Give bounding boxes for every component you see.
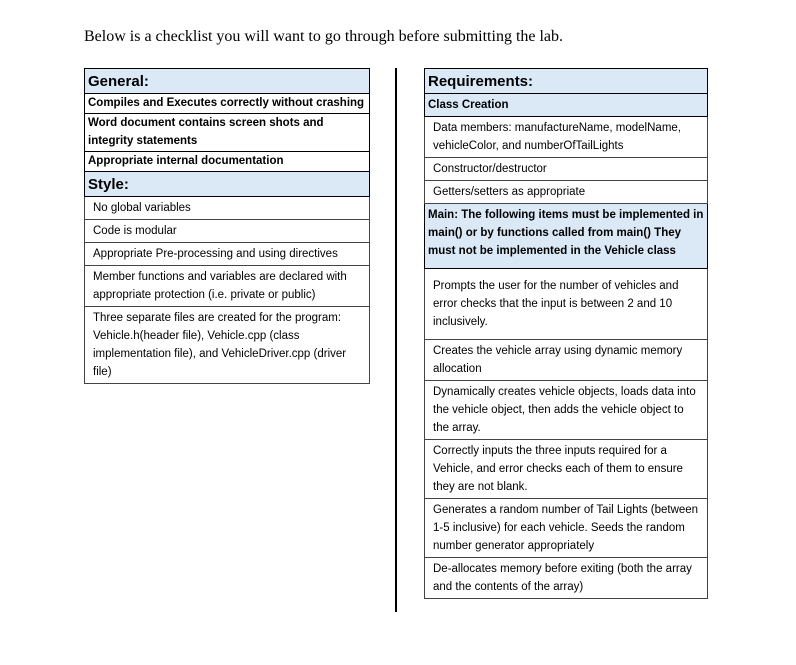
style-item: Three separate files are created for the program: Vehicle.h(header file), Vehicle.cpp (class implementation file), and VehicleDriver.cpp (driver file): [85, 307, 370, 384]
main-header-row: [425, 204, 708, 269]
style-item: Appropriate Pre-processing and using directives: [85, 243, 370, 266]
checklist-row: [425, 440, 708, 499]
checklist-row: [85, 220, 370, 243]
class-creation-header-row: [425, 94, 708, 117]
requirements-header-row: [425, 69, 708, 94]
class-item: Constructor/destructor: [425, 158, 708, 181]
class-item: Data members: manufactureName, modelName, vehicleColor, and numberOfTailLights: [425, 117, 708, 158]
general-header-row: [85, 69, 370, 94]
checklist-row: [85, 243, 370, 266]
style-item: No global variables: [85, 197, 370, 220]
class-creation-title: Class Creation: [425, 94, 708, 117]
general-item: Compiles and Executes correctly without crashing: [85, 94, 370, 114]
checklist-row: [425, 181, 708, 204]
checklist-row: [85, 307, 370, 384]
column-divider: [395, 68, 397, 612]
checklist-row: [85, 114, 370, 152]
style-title: Style:: [85, 172, 370, 197]
checklist-row: [425, 269, 708, 340]
intro-text: Below is a checklist you will want to go through before submitting the lab.: [84, 28, 564, 45]
main-item: De-allocates memory before exiting (both the array and the contents of the array): [425, 558, 708, 599]
general-item: Appropriate internal documentation: [85, 152, 370, 172]
main-item: Prompts the user for the number of vehicles and error checks that the input is between 2 and 10 inclusively.: [425, 269, 708, 340]
checklist-row: [425, 499, 708, 558]
checklist-row: [85, 266, 370, 307]
checklist-row: [425, 117, 708, 158]
style-item: Code is modular: [85, 220, 370, 243]
requirements-title: Requirements:: [425, 69, 708, 94]
checklist-row: [85, 94, 370, 114]
checklist-row: [425, 158, 708, 181]
checklist-row: [85, 152, 370, 172]
general-style-checklist: [84, 68, 370, 384]
general-title: General:: [85, 69, 370, 94]
checklist-row: [425, 558, 708, 599]
class-item: Getters/setters as appropriate: [425, 181, 708, 204]
checklist-row: [85, 197, 370, 220]
style-item: Member functions and variables are declared with appropriate protection (i.e. private or public): [85, 266, 370, 307]
main-item: Correctly inputs the three inputs required for a Vehicle, and error checks each of them to ensure they are not blank.: [425, 440, 708, 499]
main-item: Dynamically creates vehicle objects, loads data into the vehicle object, then adds the vehicle object to the array.: [425, 381, 708, 440]
main-item: Generates a random number of Tail Lights (between 1-5 inclusive) for each vehicle. Seeds the random number generator appropriately: [425, 499, 708, 558]
general-item: Word document contains screen shots and integrity statements: [85, 114, 370, 152]
style-header-row: [85, 172, 370, 197]
main-item: Creates the vehicle array using dynamic memory allocation: [425, 340, 708, 381]
checklist-row: [425, 340, 708, 381]
requirements-checklist: [424, 68, 708, 599]
main-title: Main: The following items must be implemented in main() or by functions called from main() They must not be implemented in the Vehicle class: [425, 204, 708, 269]
checklist-row: [425, 381, 708, 440]
